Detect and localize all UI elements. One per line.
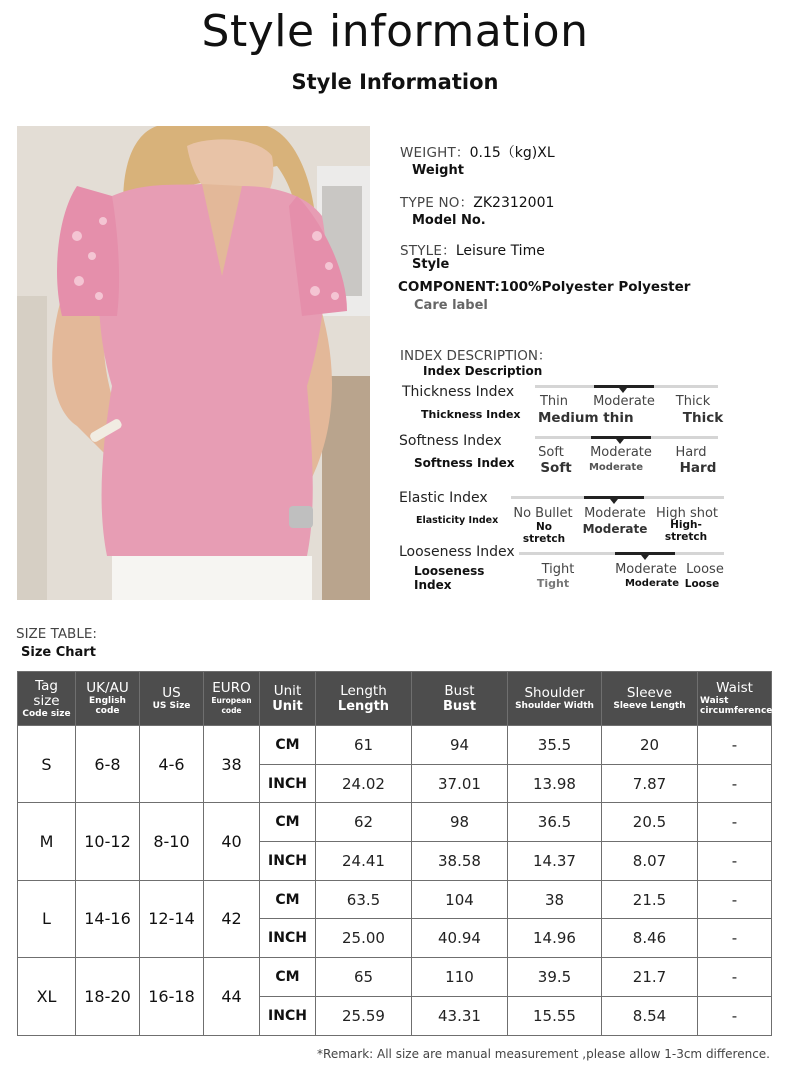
unit-cell: CM xyxy=(260,726,316,765)
bust-cell: 104 xyxy=(412,880,508,919)
bust-cell: 43.31 xyxy=(412,996,508,1035)
looseness-option-loose: Loose xyxy=(686,562,724,577)
looseness-option-loose-cn: Loose xyxy=(684,578,720,590)
remark-note: *Remark: All size are manual measurement ,please allow 1-3cm difference. xyxy=(317,1047,770,1061)
thickness-option-thick: Thick xyxy=(675,394,711,409)
column-header-us: US US Size xyxy=(140,672,204,726)
sleeve-cell: 8.07 xyxy=(602,842,698,881)
size-tag-cell: XL xyxy=(18,958,76,1035)
thickness-option-moderate: Moderate xyxy=(593,394,655,409)
looseness-indicator-icon xyxy=(641,555,649,560)
looseness-option-moderate-cn: Moderate xyxy=(624,578,679,589)
shoulder-cell: 39.5 xyxy=(508,958,602,997)
index-heading-cn: Index Description xyxy=(423,364,543,378)
size-us-cell: 4-6 xyxy=(140,726,204,803)
length-cell: 24.41 xyxy=(316,842,412,881)
waist-cell: - xyxy=(698,919,772,958)
thickness-option-thin: Thin xyxy=(539,394,569,409)
type-value: ZK2312001 xyxy=(473,195,555,211)
elastic-option-no-bullet-cn: No stretch xyxy=(522,521,566,545)
unit-cell: INCH xyxy=(260,996,316,1035)
elastic-option-no-bullet: No Bullet xyxy=(513,506,573,521)
sleeve-cell: 21.5 xyxy=(602,880,698,919)
shoulder-cell: 15.55 xyxy=(508,996,602,1035)
bust-cell: 38.58 xyxy=(412,842,508,881)
waist-cell: - xyxy=(698,803,772,842)
length-cell: 62 xyxy=(316,803,412,842)
length-cell: 25.59 xyxy=(316,996,412,1035)
page-title: Style information xyxy=(201,6,589,57)
size-tag-cell: S xyxy=(18,726,76,803)
style-value: Leisure Time xyxy=(455,243,545,259)
size-table-heading-cn: Size Chart xyxy=(21,645,96,660)
index-heading: INDEX DESCRIPTION： xyxy=(400,348,552,364)
softness-index-label: Softness Index xyxy=(399,433,502,449)
bust-cell: 37.01 xyxy=(412,764,508,803)
elastic-option-high-shot: High shot xyxy=(655,506,719,521)
unit-cell: INCH xyxy=(260,764,316,803)
weight-cn: Weight xyxy=(412,163,464,178)
type-cn: Model No. xyxy=(412,213,486,228)
size-tag-cell: M xyxy=(18,803,76,880)
looseness-index-cn: Looseness Index xyxy=(414,564,485,592)
type-row xyxy=(400,191,554,212)
length-cell: 63.5 xyxy=(316,880,412,919)
size-uk-cell: 18-20 xyxy=(76,958,140,1035)
size-us-cell: 8-10 xyxy=(140,803,204,880)
column-header-euro: EURO European code xyxy=(204,672,260,726)
column-header-unit: Unit Unit xyxy=(260,672,316,726)
size-euro-cell: 44 xyxy=(204,958,260,1035)
sleeve-cell: 21.7 xyxy=(602,958,698,997)
size-table xyxy=(17,671,772,1036)
sleeve-cell: 8.46 xyxy=(602,919,698,958)
looseness-index-label: Looseness Index xyxy=(399,544,515,560)
waist-cell: - xyxy=(698,764,772,803)
softness-option-hard-cn: Hard xyxy=(679,460,717,476)
size-uk-cell: 10-12 xyxy=(76,803,140,880)
table-row xyxy=(18,803,772,842)
waist-cell: - xyxy=(698,996,772,1035)
softness-option-moderate-cn: Moderate xyxy=(588,462,643,473)
softness-indicator-icon xyxy=(616,439,624,444)
length-cell: 24.02 xyxy=(316,764,412,803)
elastic-index-label: Elastic Index xyxy=(399,490,488,506)
weight-label: WEIGHT： xyxy=(400,145,470,161)
thickness-option-thick-cn: Thick xyxy=(682,410,724,426)
length-cell: 65 xyxy=(316,958,412,997)
waist-cell: - xyxy=(698,958,772,997)
shoulder-cell: 13.98 xyxy=(508,764,602,803)
bust-cell: 40.94 xyxy=(412,919,508,958)
shoulder-cell: 36.5 xyxy=(508,803,602,842)
waist-cell: - xyxy=(698,842,772,881)
sleeve-cell: 20.5 xyxy=(602,803,698,842)
table-row xyxy=(18,880,772,919)
shoulder-cell: 14.37 xyxy=(508,842,602,881)
looseness-option-tight-cn: Tight xyxy=(536,577,570,590)
looseness-option-moderate: Moderate xyxy=(615,562,677,577)
size-table-heading: SIZE TABLE: xyxy=(16,626,97,642)
unit-cell: CM xyxy=(260,958,316,997)
thickness-indicator-icon xyxy=(619,388,627,393)
component-text: COMPONENT:100%Polyester Polyester xyxy=(398,279,691,295)
column-header-tag-size: Tag size Code size xyxy=(18,672,76,726)
weight-row xyxy=(400,141,555,162)
type-label: TYPE NO： xyxy=(400,195,474,211)
size-tag-cell: L xyxy=(18,880,76,957)
column-header-bust: Bust Bust xyxy=(412,672,508,726)
care-label-text: Care label xyxy=(414,298,488,313)
column-header-sleeve: Sleeve Sleeve Length xyxy=(602,672,698,726)
bust-cell: 110 xyxy=(412,958,508,997)
page-subtitle: Style Information xyxy=(291,70,499,94)
shoulder-cell: 14.96 xyxy=(508,919,602,958)
bust-cell: 94 xyxy=(412,726,508,765)
waist-cell: - xyxy=(698,880,772,919)
thickness-index-label: Thickness Index xyxy=(402,384,515,400)
elastic-option-moderate-cn: Moderate xyxy=(582,522,648,536)
sleeve-cell: 7.87 xyxy=(602,764,698,803)
column-header-uk-au: UK/AU English code xyxy=(76,672,140,726)
size-table-header-row xyxy=(18,672,772,726)
product-photo xyxy=(17,126,370,600)
waist-cell: - xyxy=(698,726,772,765)
sleeve-cell: 20 xyxy=(602,726,698,765)
elastic-option-moderate: Moderate xyxy=(584,506,646,521)
size-euro-cell: 42 xyxy=(204,880,260,957)
softness-option-hard: Hard xyxy=(675,445,707,460)
style-label: STYLE： xyxy=(400,243,456,259)
table-row xyxy=(18,726,772,765)
softness-option-soft: Soft xyxy=(538,445,564,460)
column-header-waist: Waist Waist circumference xyxy=(698,672,772,726)
thickness-option-thin-cn: Medium thin xyxy=(538,410,634,426)
unit-cell: INCH xyxy=(260,919,316,958)
table-row xyxy=(18,958,772,997)
style-cn: Style xyxy=(412,257,450,272)
shoulder-cell: 35.5 xyxy=(508,726,602,765)
unit-cell: INCH xyxy=(260,842,316,881)
elastic-option-high-shot-cn: High-stretch xyxy=(664,519,708,543)
weight-value: 0.15（kg)XL xyxy=(469,145,555,161)
softness-index-cn: Softness Index xyxy=(414,456,515,470)
unit-cell: CM xyxy=(260,803,316,842)
column-header-shoulder: Shoulder Shoulder Width xyxy=(508,672,602,726)
sleeve-cell: 8.54 xyxy=(602,996,698,1035)
size-us-cell: 12-14 xyxy=(140,880,204,957)
size-us-cell: 16-18 xyxy=(140,958,204,1035)
looseness-option-tight: Tight xyxy=(541,562,575,577)
elastic-index-cn: Elasticity Index xyxy=(416,515,499,526)
softness-option-soft-cn: Soft xyxy=(540,460,572,476)
length-cell: 25.00 xyxy=(316,919,412,958)
shoulder-cell: 38 xyxy=(508,880,602,919)
product-photo-illustration xyxy=(17,126,370,600)
size-euro-cell: 40 xyxy=(204,803,260,880)
bust-cell: 98 xyxy=(412,803,508,842)
length-cell: 61 xyxy=(316,726,412,765)
size-uk-cell: 6-8 xyxy=(76,726,140,803)
column-header-length: Length Length xyxy=(316,672,412,726)
unit-cell: CM xyxy=(260,880,316,919)
size-euro-cell: 38 xyxy=(204,726,260,803)
thickness-index-cn: Thickness Index xyxy=(421,408,521,421)
softness-option-moderate: Moderate xyxy=(590,445,652,460)
elastic-indicator-icon xyxy=(610,499,618,504)
size-uk-cell: 14-16 xyxy=(76,880,140,957)
